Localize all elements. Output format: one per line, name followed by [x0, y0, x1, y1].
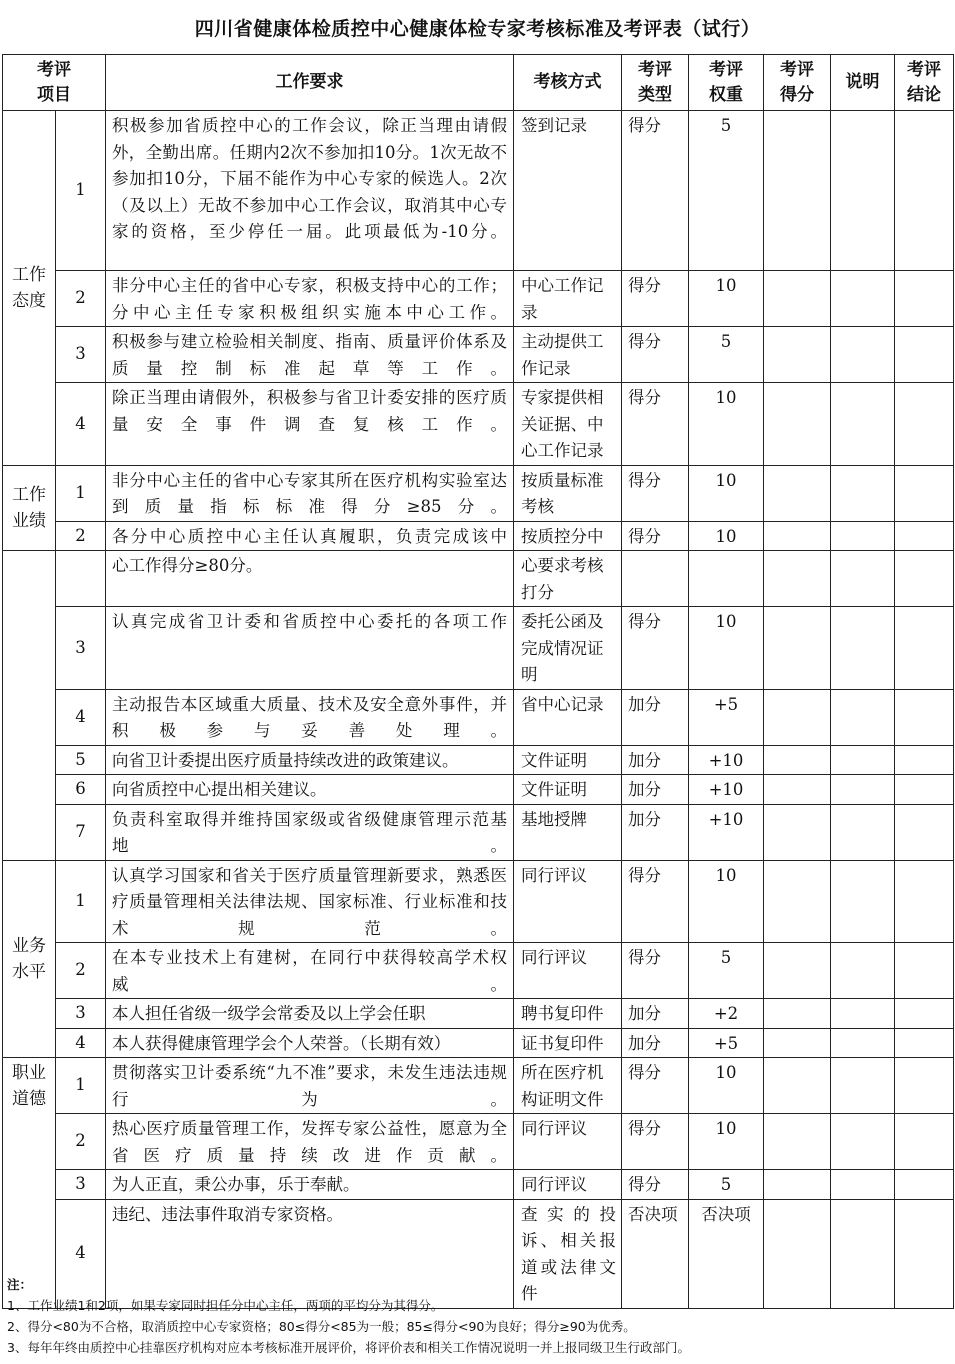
header-item: 考评 项目 [3, 55, 106, 111]
header-conclusion: 考评 结论 [895, 55, 954, 111]
table-row [3, 745, 954, 775]
note-item: 1、工作业绩1和2项，如果专家同时担任分中心主任，两项的平均分为其得分。 [7, 1298, 444, 1313]
score-cell[interactable] [764, 465, 831, 521]
score-cell[interactable] [764, 745, 831, 775]
requirement-cell: 向省卫计委提出医疗质量持续改进的政策建议。 [106, 745, 514, 775]
requirement-cell: 为人正直，秉公办事，乐于奉献。 [106, 1170, 514, 1200]
row-number: 4 [56, 1028, 106, 1058]
method-cell: 证书复印件 [514, 1028, 622, 1058]
notes-section [7, 1274, 952, 1358]
row-number: 4 [56, 689, 106, 745]
table-row [3, 999, 954, 1029]
note-cell[interactable] [831, 111, 895, 271]
row-number: 3 [56, 1170, 106, 1200]
score-cell[interactable] [764, 999, 831, 1029]
table-row [3, 271, 954, 327]
header-note: 说明 [831, 55, 895, 111]
type-cell [622, 551, 689, 607]
method-cell: 按质量标准考核 [514, 465, 622, 521]
row-number: 4 [56, 383, 106, 466]
note-cell[interactable] [831, 860, 895, 943]
requirement-cell: 认真完成省卫计委和省质控中心委托的各项工作 [106, 607, 514, 690]
requirement-cell: 除正当理由请假外，积极参与省卫计委安排的医疗质量安全事件调查复核工作。 [106, 383, 514, 466]
weight-cell: 10 [689, 1058, 764, 1114]
table-row [3, 607, 954, 690]
requirement-cell: 非分中心主任的省中心专家其所在医疗机构实验室达到质量指标标准得分≥85分。 [106, 465, 514, 521]
header-row [3, 55, 954, 111]
type-cell: 加分 [622, 775, 689, 805]
type-cell: 得分 [622, 943, 689, 999]
method-cell: 同行评议 [514, 860, 622, 943]
score-cell[interactable] [764, 775, 831, 805]
method-cell: 同行评议 [514, 1170, 622, 1200]
weight-cell: 10 [689, 860, 764, 943]
category-performance-continued [3, 551, 56, 861]
conclusion-cell[interactable] [895, 521, 954, 551]
note-cell[interactable] [831, 804, 895, 860]
score-cell[interactable] [764, 1170, 831, 1200]
conclusion-cell[interactable] [895, 860, 954, 943]
requirement-cell: 主动报告本区域重大质量、技术及安全意外事件，并积极参与妥善处理。 [106, 689, 514, 745]
conclusion-cell[interactable] [895, 775, 954, 805]
category-ethics: 职业 道德 [3, 1058, 56, 1309]
note-cell[interactable] [831, 607, 895, 690]
table-row [3, 689, 954, 745]
conclusion-cell[interactable] [895, 465, 954, 521]
method-cell: 文件证明 [514, 775, 622, 805]
note-cell[interactable] [831, 689, 895, 745]
method-cell: 同行评议 [514, 1114, 622, 1170]
requirement-cell: 积极参加省质控中心的工作会议，除正当理由请假外，全勤出席。任期内2次不参加扣10分。1次无故不参加扣10分，下届不能作为中心专家的候选人。2次（及以上）无故不参加中心工作会议，取消其中心专家的资格，至少停任一届。此项最低为-10分。 [106, 111, 514, 271]
score-cell[interactable] [764, 383, 831, 466]
row-number: 1 [56, 1058, 106, 1114]
method-cell: 委托公函及完成情况证明 [514, 607, 622, 690]
table-row [3, 860, 954, 943]
method-cell: 省中心记录 [514, 689, 622, 745]
weight-cell: 5 [689, 943, 764, 999]
page-title: 四川省健康体检质控中心健康体检专家考核标准及考评表（试行） [194, 18, 761, 40]
note-cell[interactable] [831, 521, 895, 551]
header-type: 考评 类型 [622, 55, 689, 111]
note-cell[interactable] [831, 943, 895, 999]
row-number: 1 [56, 111, 106, 271]
score-cell[interactable] [764, 327, 831, 383]
weight-cell: +10 [689, 804, 764, 860]
weight-cell: 5 [689, 1170, 764, 1200]
note-item: 2、得分<80为不合格，取消质控中心专家资格；80≤得分<85为一般；85≤得分<90为良好；得分≥90为优秀。 [7, 1319, 636, 1334]
requirement-cell: 各分中心质控中心主任认真履职，负责完成该中 [106, 521, 514, 551]
requirement-cell: 心工作得分≥80分。 [106, 551, 514, 607]
note-cell[interactable] [831, 1028, 895, 1058]
type-cell: 得分 [622, 1058, 689, 1114]
requirement-cell: 违纪、违法事件取消专家资格。 [106, 1199, 514, 1308]
type-cell: 得分 [622, 271, 689, 327]
note-cell[interactable] [831, 327, 895, 383]
method-cell: 按质控分中 [514, 521, 622, 551]
score-cell[interactable] [764, 860, 831, 943]
note-item: 3、每年年终由质控中心挂靠医疗机构对应本考核标准开展评价，将评价表和相关工作情况说明一并上报同级卫生行政部门。 [7, 1340, 690, 1355]
weight-cell [689, 551, 764, 607]
conclusion-cell[interactable] [895, 327, 954, 383]
row-number: 2 [56, 943, 106, 999]
weight-cell: 否决项 [689, 1199, 764, 1308]
row-number: 2 [56, 1114, 106, 1170]
type-cell: 得分 [622, 1114, 689, 1170]
row-number [56, 551, 106, 607]
requirement-cell: 积极参与建立检验相关制度、指南、质量评价体系及质量控制标准起草等工作。 [106, 327, 514, 383]
table-row [3, 327, 954, 383]
score-cell[interactable] [764, 1114, 831, 1170]
table-row [3, 804, 954, 860]
type-cell: 加分 [622, 804, 689, 860]
row-number: 3 [56, 327, 106, 383]
score-cell[interactable] [764, 551, 831, 607]
table-row [3, 1114, 954, 1170]
requirement-cell: 在本专业技术上有建树，在同行中获得较高学术权威。 [106, 943, 514, 999]
row-number: 5 [56, 745, 106, 775]
header-score: 考评 得分 [764, 55, 831, 111]
table-row [3, 1028, 954, 1058]
conclusion-cell[interactable] [895, 551, 954, 607]
type-cell: 加分 [622, 689, 689, 745]
type-cell: 得分 [622, 521, 689, 551]
note-cell[interactable] [831, 999, 895, 1029]
conclusion-cell[interactable] [895, 1058, 954, 1114]
note-cell[interactable] [831, 551, 895, 607]
conclusion-cell[interactable] [895, 111, 954, 271]
row-number: 3 [56, 999, 106, 1029]
table-row [3, 383, 954, 466]
weight-cell: 5 [689, 327, 764, 383]
method-cell: 文件证明 [514, 745, 622, 775]
type-cell: 加分 [622, 745, 689, 775]
method-cell: 查实的投诉、相关报道或法律文件 [514, 1199, 622, 1308]
method-cell: 同行评议 [514, 943, 622, 999]
conclusion-cell[interactable] [895, 1170, 954, 1200]
type-cell: 得分 [622, 111, 689, 271]
type-cell: 加分 [622, 999, 689, 1029]
requirement-cell: 认真学习国家和省关于医疗质量管理新要求，熟悉医疗质量管理相关法律法规、国家标准、行业标准和技术规范。 [106, 860, 514, 943]
method-cell: 聘书复印件 [514, 999, 622, 1029]
weight-cell: +5 [689, 1028, 764, 1058]
note-cell[interactable] [831, 465, 895, 521]
type-cell: 得分 [622, 383, 689, 466]
score-cell[interactable] [764, 271, 831, 327]
requirement-cell: 本人担任省级一级学会常委及以上学会任职 [106, 999, 514, 1029]
score-cell[interactable] [764, 943, 831, 999]
evaluation-table [2, 54, 954, 1309]
table-row [3, 943, 954, 999]
score-cell[interactable] [764, 607, 831, 690]
method-cell: 中心工作记录 [514, 271, 622, 327]
conclusion-cell[interactable] [895, 689, 954, 745]
conclusion-cell[interactable] [895, 607, 954, 690]
weight-cell: 10 [689, 383, 764, 466]
type-cell: 否决项 [622, 1199, 689, 1308]
category-skill: 业务 水平 [3, 860, 56, 1058]
table-row [3, 465, 954, 521]
method-cell: 主动提供工作记录 [514, 327, 622, 383]
note-cell[interactable] [831, 271, 895, 327]
requirement-cell: 非分中心主任的省中心专家，积极支持中心的工作；分中心主任专家积极组织实施本中心工作。 [106, 271, 514, 327]
conclusion-cell[interactable] [895, 383, 954, 466]
conclusion-cell[interactable] [895, 804, 954, 860]
notes-heading: 注： [7, 1277, 33, 1292]
table-row [3, 1170, 954, 1200]
score-cell[interactable] [764, 111, 831, 271]
table-row [3, 521, 954, 551]
requirement-cell: 贯彻落实卫计委系统“九不准”要求，未发生违法违规行为。 [106, 1058, 514, 1114]
note-cell[interactable] [831, 1058, 895, 1114]
type-cell: 加分 [622, 1028, 689, 1058]
score-cell[interactable] [764, 689, 831, 745]
table-row [3, 1058, 954, 1114]
note-cell[interactable] [831, 745, 895, 775]
requirement-cell: 负责科室取得并维持国家级或省级健康管理示范基地。 [106, 804, 514, 860]
conclusion-cell[interactable] [895, 1028, 954, 1058]
conclusion-cell[interactable] [895, 271, 954, 327]
requirement-cell: 热心医疗质量管理工作，发挥专家公益性，愿意为全省医疗质量持续改进作贡献。 [106, 1114, 514, 1170]
row-number: 2 [56, 271, 106, 327]
header-weight: 考评 权重 [689, 55, 764, 111]
method-cell: 专家提供相关证据、中心工作记录 [514, 383, 622, 466]
header-requirement: 工作要求 [106, 55, 514, 111]
row-number: 7 [56, 804, 106, 860]
weight-cell: 10 [689, 465, 764, 521]
weight-cell: +2 [689, 999, 764, 1029]
requirement-cell: 向省质控中心提出相关建议。 [106, 775, 514, 805]
weight-cell: 10 [689, 521, 764, 551]
method-cell: 心要求考核打分 [514, 551, 622, 607]
note-cell[interactable] [831, 1170, 895, 1200]
conclusion-cell[interactable] [895, 999, 954, 1029]
method-cell: 基地授牌 [514, 804, 622, 860]
method-cell: 所在医疗机构证明文件 [514, 1058, 622, 1114]
type-cell: 得分 [622, 1170, 689, 1200]
row-number: 4 [56, 1199, 106, 1308]
category-attitude: 工作 态度 [3, 111, 56, 466]
weight-cell: +5 [689, 689, 764, 745]
row-number: 2 [56, 521, 106, 551]
weight-cell: +10 [689, 775, 764, 805]
table-row [3, 551, 954, 607]
note-cell[interactable] [831, 775, 895, 805]
table-row [3, 111, 954, 271]
weight-cell: 10 [689, 1114, 764, 1170]
type-cell: 得分 [622, 465, 689, 521]
requirement-cell: 本人获得健康管理学会个人荣誉。（长期有效） [106, 1028, 514, 1058]
score-cell[interactable] [764, 1058, 831, 1114]
weight-cell: 10 [689, 271, 764, 327]
row-number: 6 [56, 775, 106, 805]
row-number: 1 [56, 860, 106, 943]
weight-cell: 10 [689, 607, 764, 690]
method-cell: 签到记录 [514, 111, 622, 271]
weight-cell: 5 [689, 111, 764, 271]
category-performance: 工作 业绩 [3, 465, 56, 551]
header-method: 考核方式 [514, 55, 622, 111]
table-row [3, 775, 954, 805]
weight-cell: +10 [689, 745, 764, 775]
conclusion-cell[interactable] [895, 745, 954, 775]
conclusion-cell[interactable] [895, 1114, 954, 1170]
score-cell[interactable] [764, 804, 831, 860]
type-cell: 得分 [622, 860, 689, 943]
note-cell[interactable] [831, 383, 895, 466]
score-cell[interactable] [764, 521, 831, 551]
note-cell[interactable] [831, 1114, 895, 1170]
type-cell: 得分 [622, 327, 689, 383]
row-number: 3 [56, 607, 106, 690]
row-number: 1 [56, 465, 106, 521]
score-cell[interactable] [764, 1028, 831, 1058]
conclusion-cell[interactable] [895, 943, 954, 999]
type-cell: 得分 [622, 607, 689, 690]
